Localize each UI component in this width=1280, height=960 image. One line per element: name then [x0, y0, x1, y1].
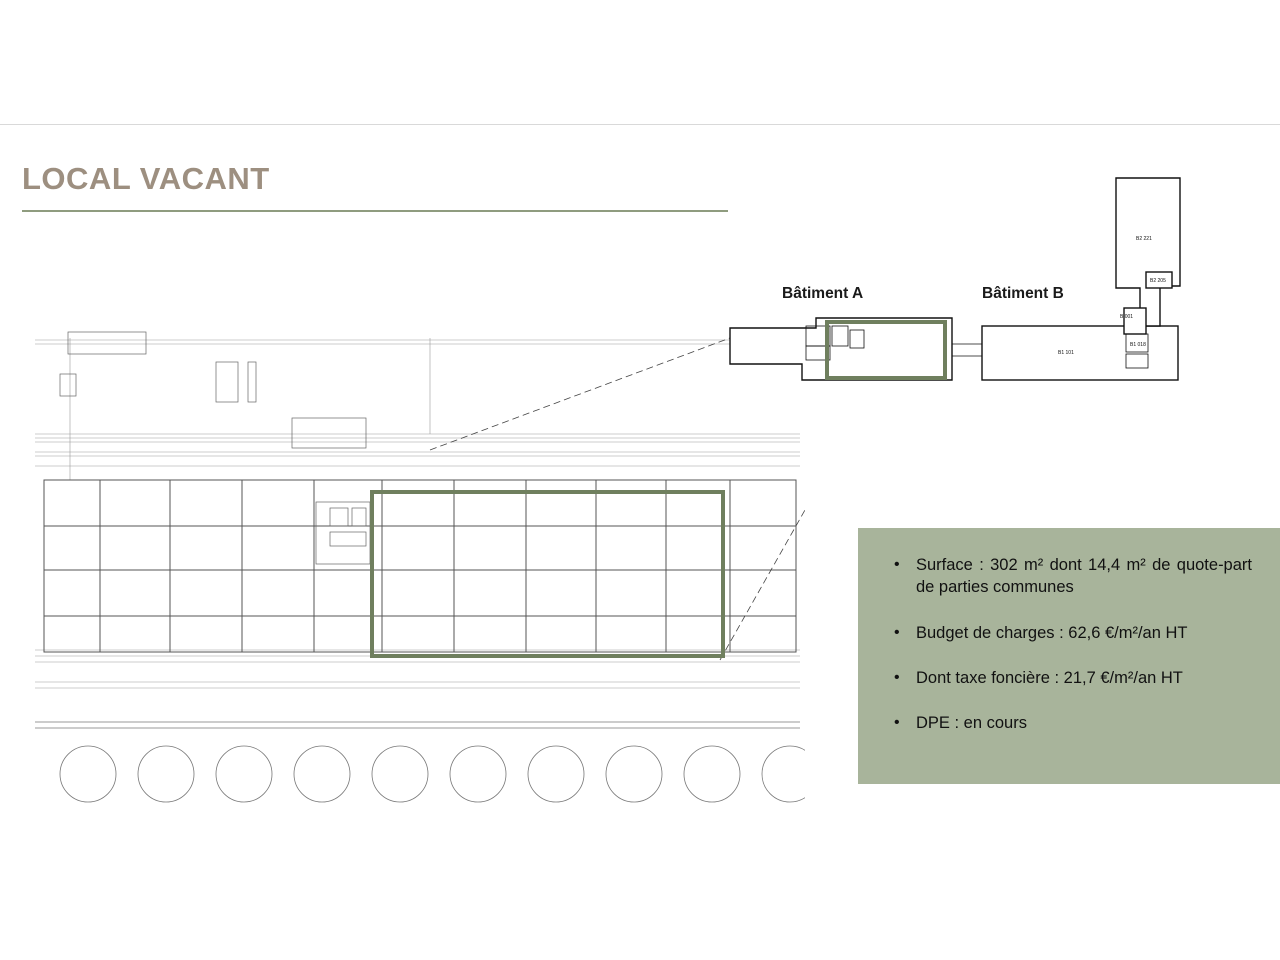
list-item: [894, 554, 1252, 599]
bullet-icon: •: [894, 668, 900, 686]
svg-text:B1 101: B1 101: [1058, 350, 1074, 356]
list-item: [894, 712, 1252, 734]
info-panel: [858, 528, 1280, 784]
info-list: [894, 554, 1252, 734]
svg-text:B2 205: B2 205: [1150, 278, 1166, 284]
site-plan: [720, 168, 1190, 398]
info-item-text: Surface : 302 m² dont 14,4 m² de quote-part de parties communes: [916, 556, 1252, 597]
title-underline: [22, 210, 728, 212]
bullet-icon: •: [894, 623, 900, 641]
bullet-icon: •: [894, 556, 900, 573]
info-item-text: Dont taxe foncière : 21,7 €/m²/an HT: [916, 668, 1183, 687]
page-title-block: [22, 162, 732, 212]
list-item: [894, 622, 1252, 644]
list-item: [894, 667, 1252, 689]
building-a-label: Bâtiment A: [782, 285, 864, 302]
building-b-label: Bâtiment B: [982, 285, 1064, 302]
vacant-zone-highlight: [370, 490, 725, 658]
info-item-text: DPE : en cours: [916, 714, 1027, 733]
info-item-text: Budget de charges : 62,6 €/m²/an HT: [916, 623, 1188, 642]
bullet-icon: •: [894, 714, 900, 732]
header-divider: [0, 124, 1280, 125]
page-title: LOCAL VACANT: [22, 161, 270, 196]
floor-plan-image: [30, 330, 805, 812]
svg-text:B1 018: B1 018: [1130, 342, 1146, 348]
vacant-zone-site-highlight: [825, 320, 947, 380]
svg-text:B2 221: B2 221: [1136, 236, 1152, 242]
svg-text:B 001: B 001: [1120, 314, 1134, 320]
